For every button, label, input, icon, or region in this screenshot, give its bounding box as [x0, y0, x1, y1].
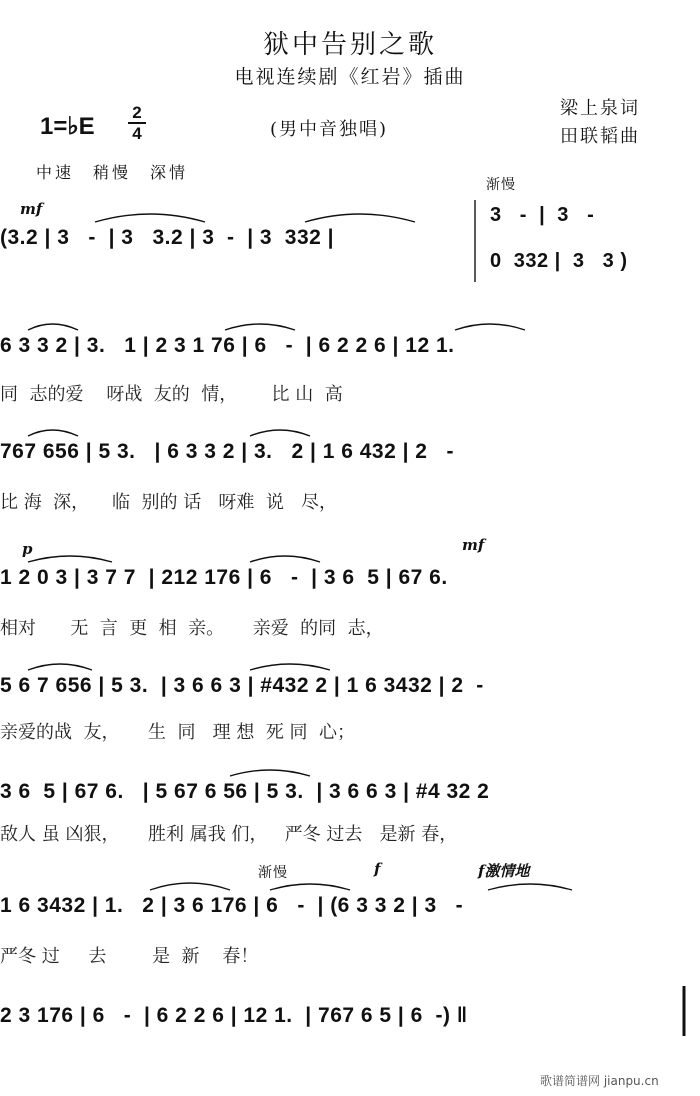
slur-mark: [250, 556, 320, 562]
notation-line-8: 2 3 176 | 6 - | 6 2 2 6 | 12 1. | 767 6 5 | 6 -) ‖: [0, 1004, 468, 1027]
notation-line-4: 1 2 0 3 | 3 7 7 | 212 176 | 6 - | 3 6 5 | 67 6.: [0, 566, 448, 589]
slur-mark: [28, 324, 78, 330]
slur-mark: [225, 324, 295, 330]
key-signature: 1=♭E: [40, 113, 95, 140]
lyric-line-7: 严冬 过 去 是 新 春！: [0, 946, 259, 967]
dynamic-f-passionate: f激情地: [478, 862, 530, 880]
slur-mark: [28, 430, 78, 436]
dynamic-p: p: [22, 540, 33, 558]
slur-mark: [28, 556, 112, 562]
lyric-line-5: 亲爱的战 友， 生 同 理 想 死 同 心；: [0, 722, 355, 743]
notation-line-2: 6 3 3 2 | 3. 1 | 2 3 1 76 | 6 - | 6 2 2 6 | 12 1.: [0, 334, 455, 357]
notation-line-7: 1 6 3432 | 1. 2 | 3 6 176 | 6 - | (6 3 3 2 | 3 -: [0, 894, 464, 917]
slur-mark: [95, 214, 205, 222]
ritardando-mark-2: 渐慢: [258, 865, 288, 881]
slur-mark: [488, 884, 572, 890]
lyric-line-6: 敌人 虽 凶狠， 胜利 属我 们， 严冬 过去 是新 春，: [0, 824, 458, 845]
lyricist-credit: 梁上泉词: [560, 98, 640, 119]
slur-mark: [305, 214, 415, 222]
slur-mark: [150, 883, 230, 890]
notation-line-3: 767 656 | 5 3. | 6 3 3 2 | 3. 2 | 1 6 432 | 2 -: [0, 440, 454, 463]
notation-line-1-upper-voice: 3 - | 3 -: [490, 204, 595, 226]
tempo-marking: 中速 稍慢 深情: [36, 163, 189, 182]
performer-note: (男中音独唱): [270, 119, 389, 140]
time-signature-bottom: 4: [132, 124, 142, 143]
song-subtitle: 电视连续剧《红岩》插曲: [234, 66, 466, 88]
song-title: 狱中告别之歌: [262, 30, 437, 60]
lyric-line-3: 比 海 深， 临 别的 话 呀难 说 尽，: [0, 492, 337, 513]
notation-line-1: (3.2 | 3 - | 3 3.2 | 3 - | 3 332 |: [0, 226, 335, 249]
slur-mark: [28, 664, 92, 670]
slur-mark: [230, 770, 310, 776]
lyric-line-4: 相对 无 言 更 相 亲。 亲爱 的同 志，: [0, 618, 384, 639]
dynamic-f: f: [374, 860, 381, 878]
slur-mark: [250, 664, 330, 670]
composer-credit: 田联韬曲: [560, 126, 640, 147]
notation-line-1-lower-voice: 0 332 | 3 3 ): [490, 250, 628, 272]
lyric-line-2: 同 志的爱 呀战 友的 情， 比 山 高: [0, 384, 343, 405]
time-signature-top: 2: [132, 103, 142, 122]
dynamic-mf-intro: mf: [20, 200, 43, 218]
notation-line-6: 3 6 5 | 67 6. | 5 67 6 56 | 5 3. | 3 6 6 3 | #4 32 2: [0, 780, 490, 803]
notation-line-5: 5 6 7 656 | 5 3. | 3 6 6 3 | #432 2 | 1 6 3432 | 2 -: [0, 674, 484, 697]
ritardando-mark-1: 渐慢: [486, 177, 516, 193]
dynamic-mf-chorus: mf: [462, 536, 485, 554]
slur-mark: [270, 884, 350, 890]
site-watermark: 歌谱简谱网 jianpu.cn: [540, 1074, 659, 1088]
slur-mark: [250, 430, 310, 436]
slur-mark: [455, 324, 525, 330]
